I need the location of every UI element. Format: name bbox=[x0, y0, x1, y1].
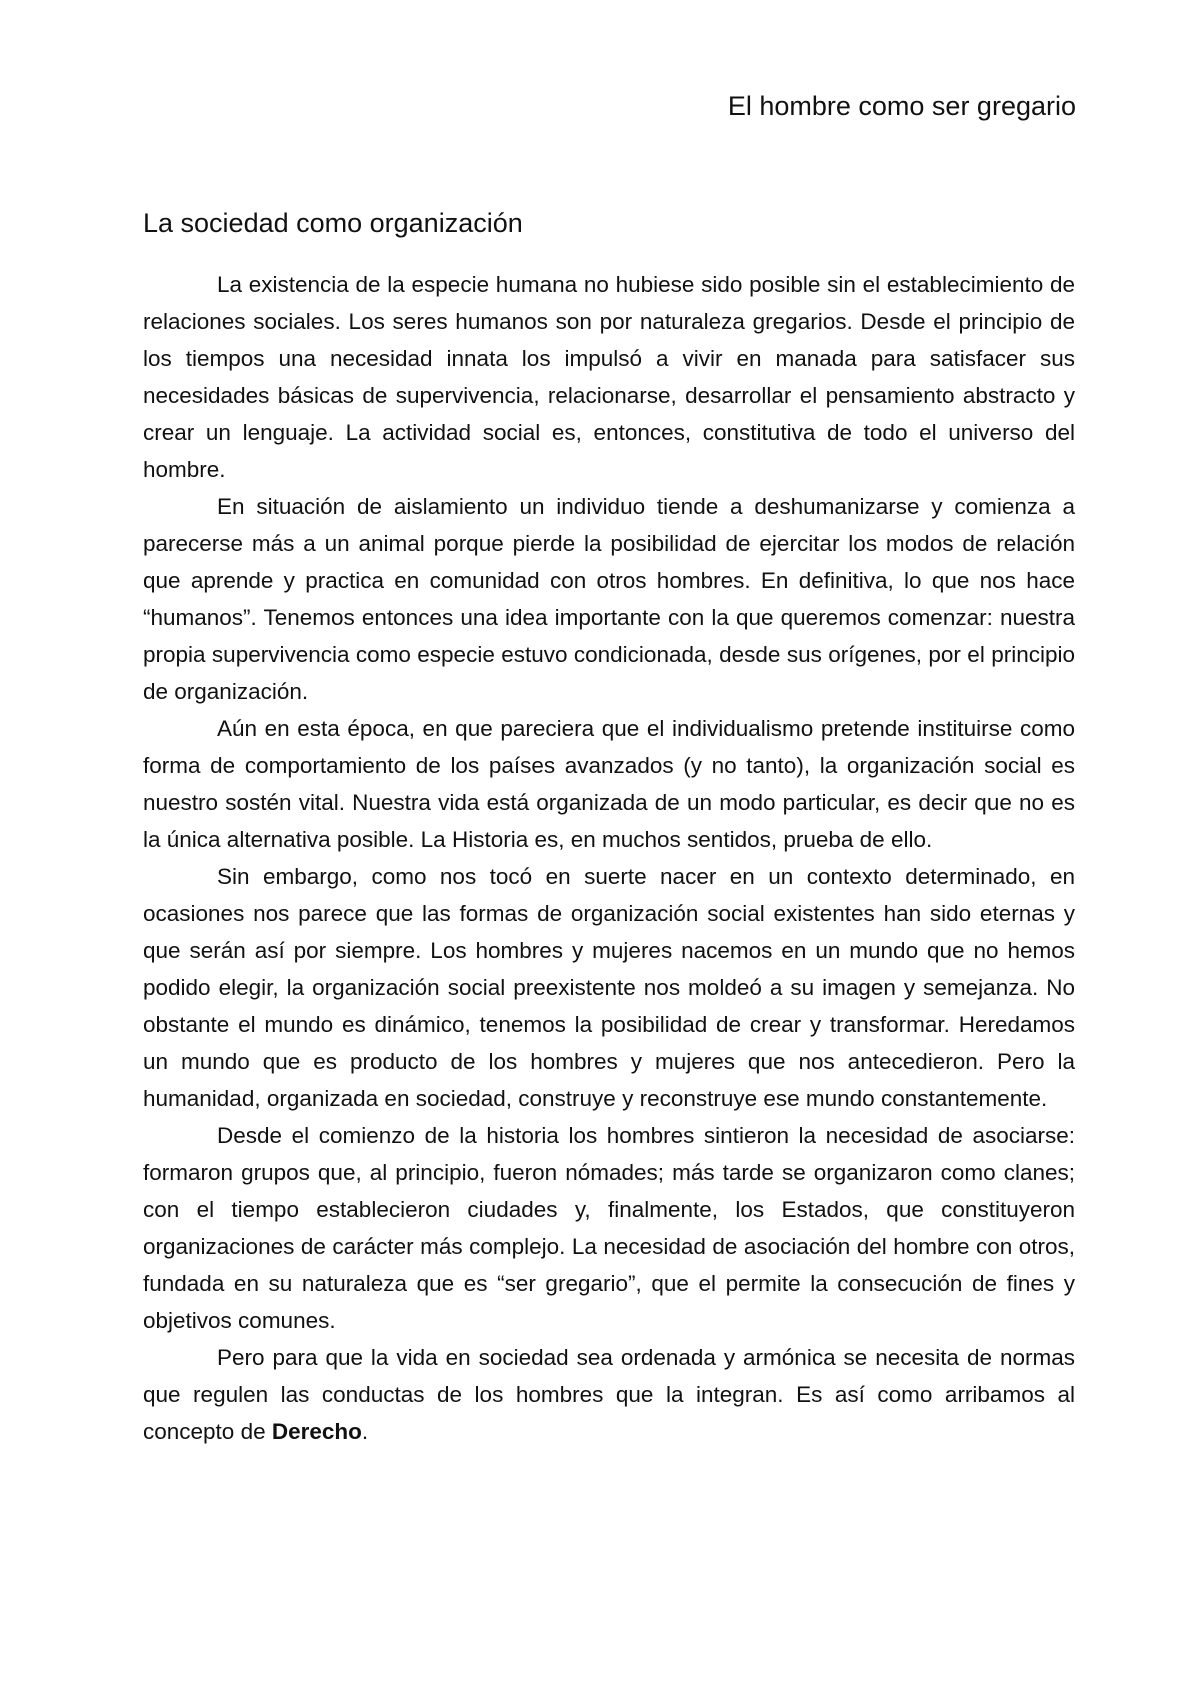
paragraph-2: En situación de aislamiento un individuo tiende a deshumanizarse y comienza a parecerse más a un animal porque pierde la posibilidad de ejercitar los modos de relación que aprende y practica en comunidad con otros hombres. En definitiva, lo que nos hace “humanos”. Tenemos entonces una idea importante con la que queremos comenzar: nuestra propia supervivencia como especie estuvo condicionada, desde sus orígenes, por el principio de organización. bbox=[143, 494, 1075, 704]
paragraph-5: Desde el comienzo de la historia los hombres sintieron la necesidad de asociarse: formaron grupos que, al principio, fueron nómades; más tarde se organizaron como clanes; con el tiempo establecieron ciudades y, finalmente, los Estados, que constituyeron organizaciones de carácter más complejo. La necesidad de asociación del hombre con otros, fundada en su naturaleza que es “ser gregario”, que el permite la consecución de fines y objetivos comunes. bbox=[143, 1123, 1075, 1333]
document-body bbox=[143, 205, 1075, 1450]
paragraph-6-text: Pero para que la vida en sociedad sea ordenada y armónica se necesita de normas que regulen las conductas de los hombres que la integran. Es así como arribamos al concepto de bbox=[143, 1345, 1075, 1444]
term-derecho: Derecho bbox=[271, 1419, 362, 1444]
paragraph-3: Aún en esta época, en que pareciera que el individualismo pretende instituirse como forma de comportamiento de los países avanzados (y no tanto), la organización social es nuestro sostén vital. Nuestra vida está organizada de un modo particular, es decir que no es la única alternativa posible. La Historia es, en muchos sentidos, prueba de ello. bbox=[143, 716, 1075, 852]
section-title: La sociedad como organización bbox=[143, 208, 523, 238]
paragraph-6-end: . bbox=[361, 1419, 369, 1444]
paragraph-1: La existencia de la especie humana no hubiese sido posible sin el establecimiento de relaciones sociales. Los seres humanos son por naturaleza gregarios. Desde el principio de los tiempos una necesidad innata los impulsó a vivir en manada para satisfacer sus necesidades básicas de supervivencia, relacionarse, desarrollar el pensamiento abstracto y crear un lenguaje. La actividad social es, entonces, constitutiva de todo el universo del hombre. bbox=[143, 272, 1075, 482]
document-header: El hombre como ser gregario bbox=[727, 91, 1076, 121]
paragraph-6 bbox=[143, 1339, 1075, 1450]
paragraph-4: Sin embargo, como nos tocó en suerte nacer en un contexto determinado, en ocasiones nos parece que las formas de organización social existentes han sido eternas y que serán así por siempre. Los hombres y mujeres nacemos en un mundo que no hemos podido elegir, la organización social preexistente nos moldeó a su imagen y semejanza. No obstante el mundo es dinámico, tenemos la posibilidad de crear y transformar. Heredamos un mundo que es producto de los hombres y mujeres que nos antecedieron. Pero la humanidad, organizada en sociedad, construye y reconstruye ese mundo constantemente. bbox=[143, 864, 1075, 1111]
